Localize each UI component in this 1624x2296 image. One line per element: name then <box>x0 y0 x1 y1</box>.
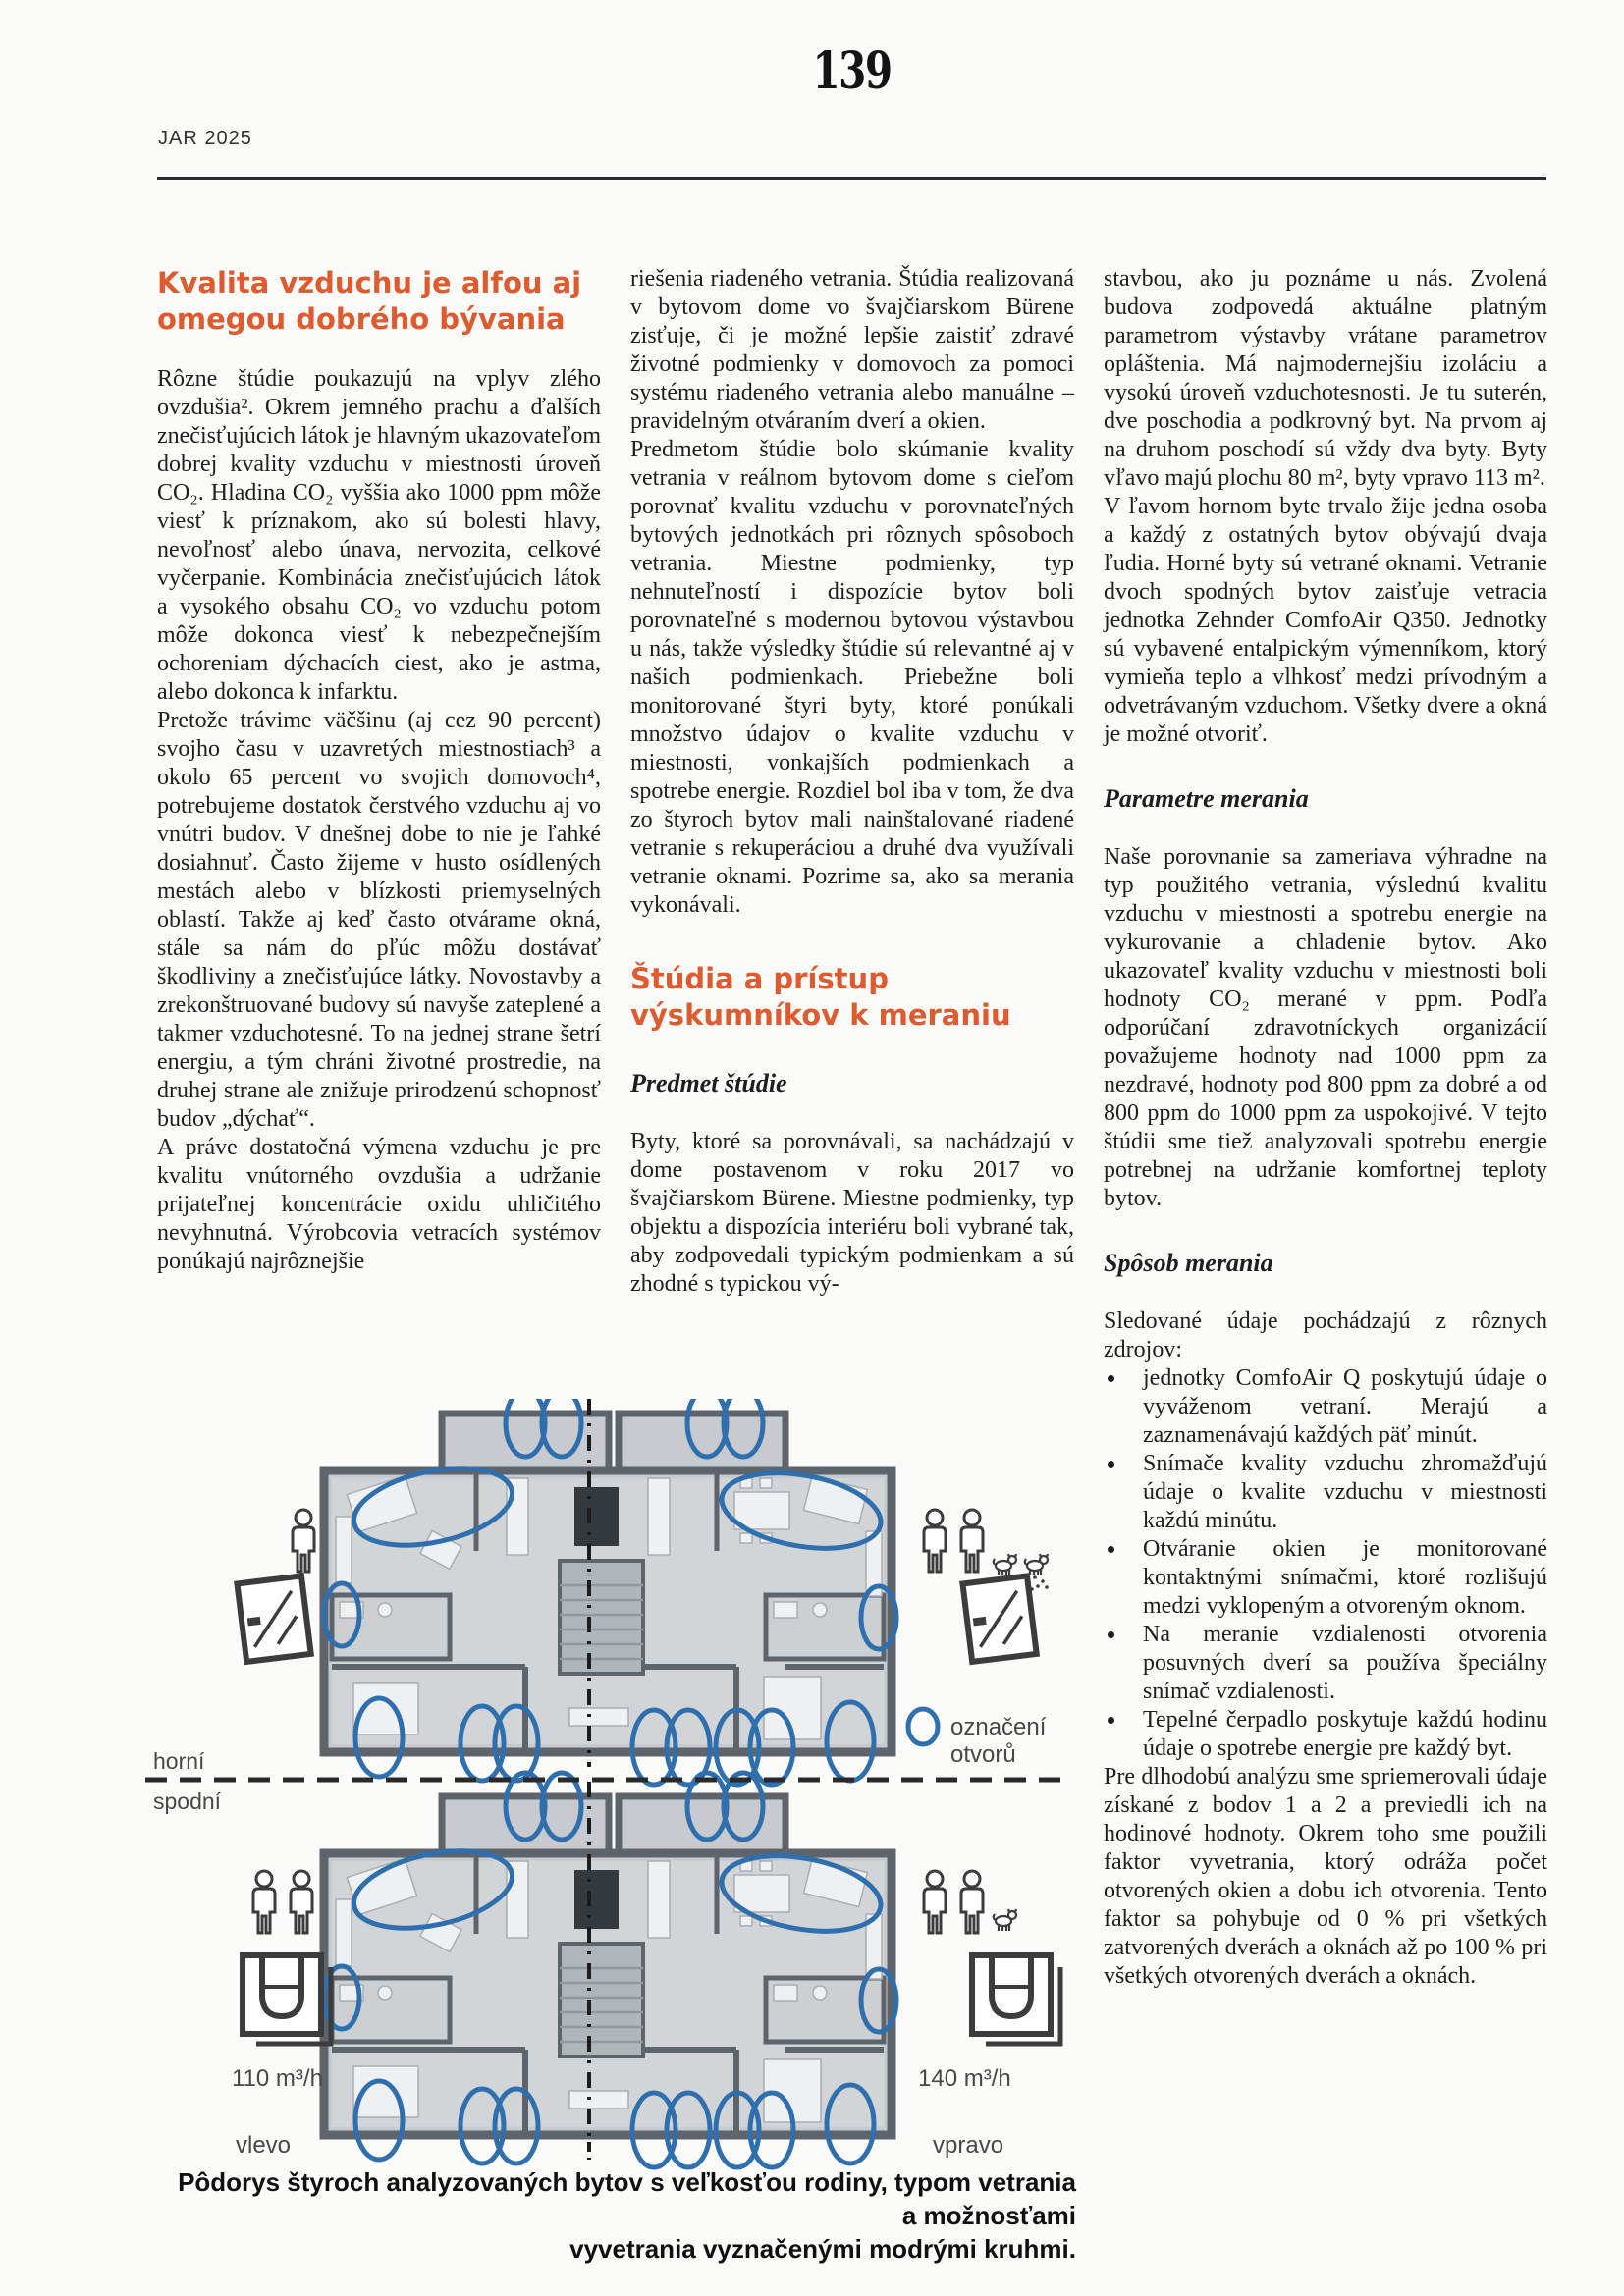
opening-marker-icon <box>908 1709 938 1744</box>
floor-plan-figure <box>137 1399 1080 2194</box>
airflow-right-label: 140 m³/h <box>918 2065 1011 2092</box>
list-item: • jednotky ComfoAir Q poskytujú údaje o vyváženom vetraní. Merajú a zaznamenávajú každých päť minút. <box>1127 1364 1547 1450</box>
list-item: • Snímače kvality vzduchu zhromažďujú údaje o kvalite vzduchu v miestnosti každú minútu. <box>1127 1450 1547 1535</box>
pet-icon <box>994 1909 1016 1931</box>
paragraph: Pre dlhodobú analýzu sme spriemerovali údaje získané z bodov 1 a 2 a previedli ich na hodinové hodnoty. Okrem toho sme použili faktor vyvetrania, ktorý odráža počet otvorených okien a dobu ich otvorenia. Tento faktor sa pohybuje od 0 % pri všetkých zatvorených dverách a oknách až po 100 % pri všetkých otvorených dverách a oknách. <box>1104 1764 1547 1989</box>
column-1 <box>157 265 601 1276</box>
person-icon <box>291 1871 312 1933</box>
legend-label-line2: otvorů <box>950 1741 1016 1768</box>
lower-floor-plan <box>324 1773 896 2167</box>
pet-icon <box>1025 1554 1048 1575</box>
person-icon <box>961 1510 983 1572</box>
subheading-measurement-parameters: Parametre merania <box>1104 784 1309 813</box>
legend-label-line1: označení <box>950 1714 1047 1740</box>
data-sources-list <box>1104 1364 1547 1763</box>
paragraph: V ľavom hornom byte trvalo žije jedna osoba a každý z ostatných bytov obývajú dvaja ľudia. Horné byty sú vetrané oknami. Vetranie dvoch spodných bytov zaisťuje vetracia jednotka Zehnder ComfoAir Q350. Jednotky sú vybavené entalpickým výmenníkom, ktorý vymieňa teplo a vlhkosť medzi prívodným a odvetrávaným vzduchom. Všetky dvere a okná je možné otvoriť. <box>1104 494 1547 747</box>
tilted-window-icon <box>962 1575 1036 1661</box>
upper-floor-label: horní <box>153 1748 205 1774</box>
header-rule <box>157 177 1546 180</box>
column-2 <box>630 265 1074 1299</box>
person-icon <box>924 1510 946 1572</box>
ventilation-unit-icon <box>243 1955 331 2044</box>
paragraph: A práve dostatočná výmena vzduchu je pre kvalitu vnútorného ovzdušia a udržanie prijateľnej koncentrácie oxidu uhličitého nevyhnutná. Výrobcovia vetracích systémov ponúkajú najrôznejšie <box>157 1135 601 1274</box>
page-number: 139 <box>812 41 892 101</box>
person-icon <box>253 1871 275 1933</box>
airflow-left-label: 110 m³/h <box>232 2065 323 2092</box>
pet-icon <box>994 1554 1016 1575</box>
figure-caption-line1: Pôdorys štyroch analyzovaných bytov s veľkosťou rodiny, typom vetrania a možnosťami <box>178 2167 1076 2230</box>
paragraph: Predmetom štúdie bolo skúmanie kvality vetrania v reálnom bytovom dome s cieľom porovnať kvalitu vzduchu v porovnateľných bytových jednotkách pri rôznych spôsoboch vetrania. Miestne podmienky, typ nehnuteľností i dispozície bytov boli porovnateľné s modernou bytovou výstavbou u nás, takže výsledky štúdie sú relevantné aj v našich podmienkach. Priebežne boli monitorované štyri byty, ktoré ponúkali množstvo údajov o kvalite vzduchu v miestnosti, vonkajších podmienkach a spotrebe energie. Rozdiel bol iba v tom, že dva zo štyroch bytov mali nainštalované riadené vetranie s rekuperáciou a druhé dva využívali vetranie oknami. Pozrime sa, ako sa merania vykonávali. <box>630 437 1074 918</box>
upper-floor-plan <box>324 1399 896 1785</box>
list-item: • Na meranie vzdialenosti otvorenia posuvných dverí sa používa špeciálny snímač vzdialenosti. <box>1127 1621 1547 1706</box>
list-item: • Tepelné čerpadlo poskytuje každú hodinu údaje o spotrebe energie pre každý byt. <box>1127 1706 1547 1763</box>
tilted-window-icon <box>237 1575 310 1661</box>
paragraph: Sledované údaje pochádzajú z rôznych zdrojov: <box>1104 1308 1547 1362</box>
ventilation-unit-icon <box>972 1955 1060 2044</box>
figure-caption <box>157 2165 1076 2266</box>
person-icon <box>293 1510 314 1572</box>
paragraph: Rôzne štúdie poukazujú na vplyv zlého ovzdušia². Okrem jemného prachu a ďalších znečisťujúcich látok je hlavným ukazovateľom dobrej kvality vzduchu v miestnosti úroveň CO₂. Hladina CO₂ vyššia ako 1000 ppm môže viesť k príznakom, ako sú bolesti hlavy, nevoľnosť alebo únava, nervozita, celkové vyčerpanie. Kombinácia znečisťujúcich látok a vysokého obsahu CO₂ vo vzduchu potom môže dokonca viesť k nebezpečnejším ochoreniam dýchacích ciest, ako je astma, alebo dokonca k infarktu. <box>157 366 601 705</box>
person-icon <box>961 1871 983 1933</box>
paragraph: Naše porovnanie sa zameriava výhradne na typ použitého vetrania, výslednú kvalitu vzduchu v miestnosti a spotrebu energie na vykurovanie a chladenie bytov. Ako ukazovateľ kvality vzduchu v miestnosti boli hodnoty CO₂ merané v ppm. Podľa odporúčaní zdravotníckych organizácií považujeme hodnoty nad 1000 ppm za nezdravé, hodnoty pod 800 ppm za dobré a od 800 ppm do 1000 ppm za uspokojivé. V tejto štúdii sme tiež analyzovali spotrebu energie potrebnej na udržanie komfortnej teploty bytov. <box>1104 844 1547 1211</box>
paragraph: stavbou, ako ju poznáme u nás. Zvolená budova zodpovedá aktuálne platným parametrom výstavby vrátane parametrov opláštenia. Má najmodernejšiu izoláciu a vysokú úroveň vzduchotesnosti. Je tu suterén, dve poschodia a podkrovný byt. Na prvom aj na druhom poschodí sú vždy dva byty. Byty vľavo majú plochu 80 m², byty vpravo 113 m². <box>1104 266 1547 491</box>
issue-label: JAR 2025 <box>158 128 252 149</box>
paragraph: riešenia riadeného vetrania. Štúdia realizovaná v bytovom dome vo švajčiarskom Bürene zisťuje, či je možné lepšie zaistiť zdravé životné podmienky v domovoch za pomoci systému riadeného vetrania alebo manuálne – pravidelným otváraním dverí a okien. <box>630 266 1074 434</box>
right-apartment-label: vpravo <box>933 2132 1004 2159</box>
subheading-study-subject: Predmet štúdie <box>630 1069 787 1097</box>
subheading-measurement-method: Spôsob merania <box>1104 1249 1273 1277</box>
person-icon <box>924 1871 946 1933</box>
list-item: • Otváranie okien je monitorované kontaktnými snímačmi, ktoré rozlišujú medzi vyklopeným a otvoreným oknom. <box>1127 1535 1547 1621</box>
section-heading-study-approach: Štúdia a prístup výskumníkov k meraniu <box>630 962 1011 1032</box>
paragraph: Byty, ktoré sa porovnávali, sa nachádzajú v dome postavenom v roku 2017 vo švajčiarskom Bürene. Miestne podmienky, typ objektu a dispozícia interiéru boli vybrané tak, aby zodpovedali typickým podmienkam a sú zhodné s typickou vý- <box>630 1129 1074 1297</box>
left-apartment-label: vlevo <box>236 2132 292 2159</box>
figure-caption-line2: vyvetrania vyznačenými modrými kruhmi. <box>569 2234 1076 2264</box>
column-3 <box>1104 265 1547 1991</box>
section-heading-air-quality: Kvalita vzduchu je alfou aj omegou dobrého bývania <box>157 266 582 336</box>
lower-floor-label: spodní <box>153 1789 222 1814</box>
paragraph: Pretože trávime väčšinu (aj cez 90 percent) svojho času v uzavretých miestnostiach³ a okolo 65 percent vo svojich domovoch⁴, potrebujeme dostatok čerstvého vzduchu aj vo vnútri budov. V dnešnej dobe to nie je ľahké dosiahnuť. Často žijeme v husto osídlených mestách alebo v blízkosti priemyselných oblastí. Takže aj keď často otvárame okná, stále sa nám do pľúc môžu dostávať škodliviny a znečisťujúce látky. Novostavby a zrekonštruované budovy sú navyše zateplené a takmer vzduchotesné. To na jednej strane šetrí energiu, a tým chráni životné prostredie, na druhej strane ale znižuje prirodzenú schopnosť budov „dýchať“. <box>157 708 601 1132</box>
